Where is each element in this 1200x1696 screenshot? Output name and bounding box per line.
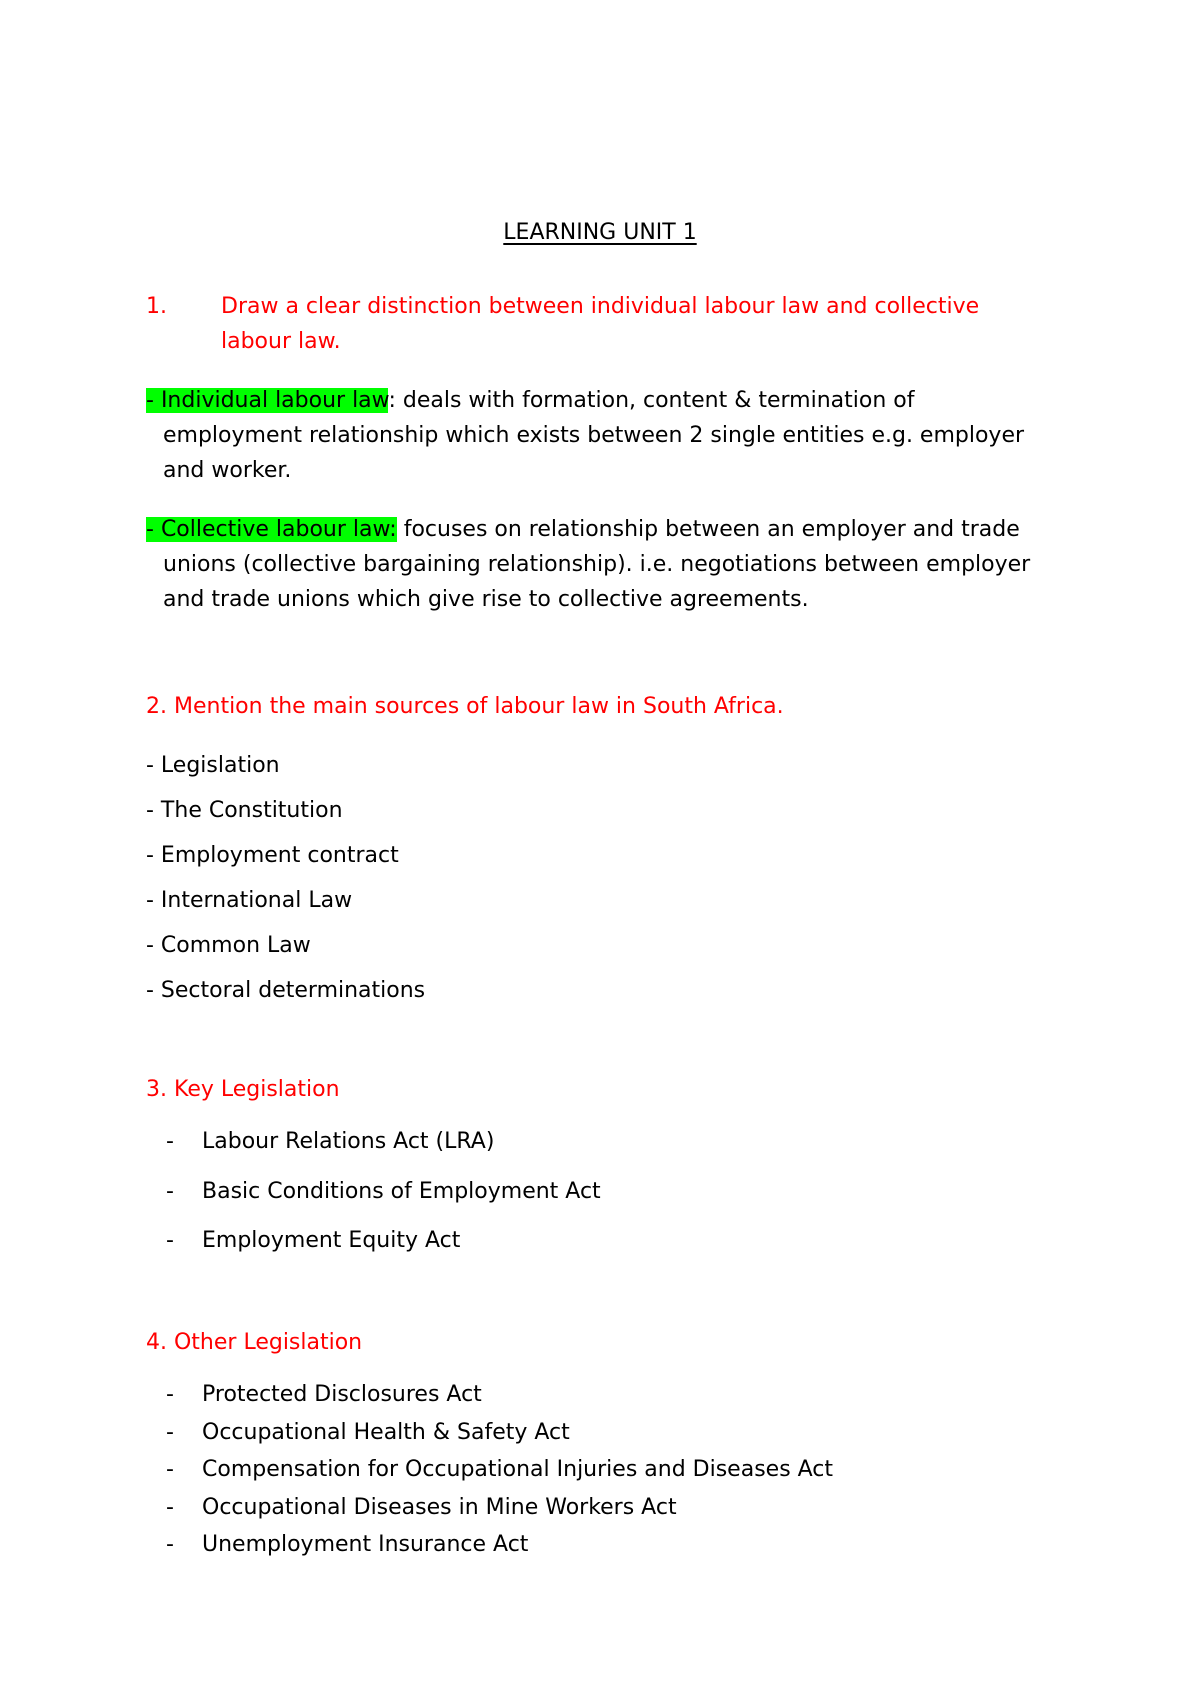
page-title: LEARNING UNIT 1	[503, 220, 697, 245]
list-dash: -	[166, 1179, 174, 1204]
list-item	[166, 1455, 833, 1485]
individual-prefix: -	[146, 388, 161, 413]
list-item: - The Constitution	[146, 798, 343, 823]
q1-question-line2: labour law.	[221, 329, 341, 354]
collective-labour-law-term	[146, 517, 397, 542]
q3-heading: 3. Key Legislation	[146, 1077, 340, 1102]
list-item-text: Unemployment Insurance Act	[202, 1532, 529, 1557]
list-item: - Common Law	[146, 933, 311, 958]
list-dash: -	[166, 1532, 174, 1557]
individual-labour-law-line3: and worker.	[163, 458, 292, 483]
individual-labour-law-term	[146, 388, 388, 413]
list-dash: -	[166, 1228, 174, 1253]
list-item-text: Employment Equity Act	[202, 1228, 461, 1253]
collective-definition-part1: focuses on relationship between an employer and trade	[396, 517, 1020, 542]
individual-definition-part1: : deals with formation, content & termination of	[388, 388, 915, 413]
list-item-text: Occupational Health & Safety Act	[202, 1420, 570, 1445]
individual-labour-law-line1	[146, 386, 915, 416]
list-item-text: Protected Disclosures Act	[202, 1382, 482, 1407]
list-item	[166, 1530, 528, 1560]
list-item	[166, 1493, 677, 1523]
list-item: - International Law	[146, 888, 353, 913]
q4-heading: 4. Other Legislation	[146, 1330, 363, 1355]
list-item: - Employment contract	[146, 843, 399, 868]
q2-heading: 2. Mention the main sources of labour law in South Africa.	[146, 694, 784, 719]
list-item	[166, 1418, 570, 1448]
collective-prefix: -	[146, 517, 161, 542]
list-dash: -	[166, 1457, 174, 1482]
collective-labour-law-line1	[146, 515, 1020, 545]
list-item-text: Basic Conditions of Employment Act	[202, 1179, 601, 1204]
list-item-text: Labour Relations Act (LRA)	[202, 1129, 495, 1154]
list-dash: -	[166, 1129, 174, 1154]
list-item: - Legislation	[146, 753, 280, 778]
q1-question-line1: Draw a clear distinction between individual labour law and collective	[221, 294, 980, 319]
list-item-text: Compensation for Occupational Injuries and Diseases Act	[202, 1457, 834, 1482]
collective-labour-law-line2: unions (collective bargaining relationship). i.e. negotiations between employer	[163, 552, 1031, 577]
list-dash: -	[166, 1420, 174, 1445]
individual-term: Individual labour law	[160, 388, 389, 413]
list-item	[166, 1177, 601, 1207]
list-dash: -	[166, 1495, 174, 1520]
collective-term: Collective labour law:	[160, 517, 397, 542]
list-dash: -	[166, 1382, 174, 1407]
list-item	[166, 1226, 460, 1256]
list-item-text: Occupational Diseases in Mine Workers Act	[202, 1495, 677, 1520]
q1-number: 1.	[146, 294, 167, 319]
individual-labour-law-line2: employment relationship which exists between 2 single entities e.g. employer	[163, 423, 1025, 448]
list-item	[166, 1127, 494, 1157]
collective-labour-law-line3: and trade unions which give rise to collective agreements.	[163, 587, 809, 612]
list-item	[166, 1380, 482, 1410]
list-item: - Sectoral determinations	[146, 978, 426, 1003]
